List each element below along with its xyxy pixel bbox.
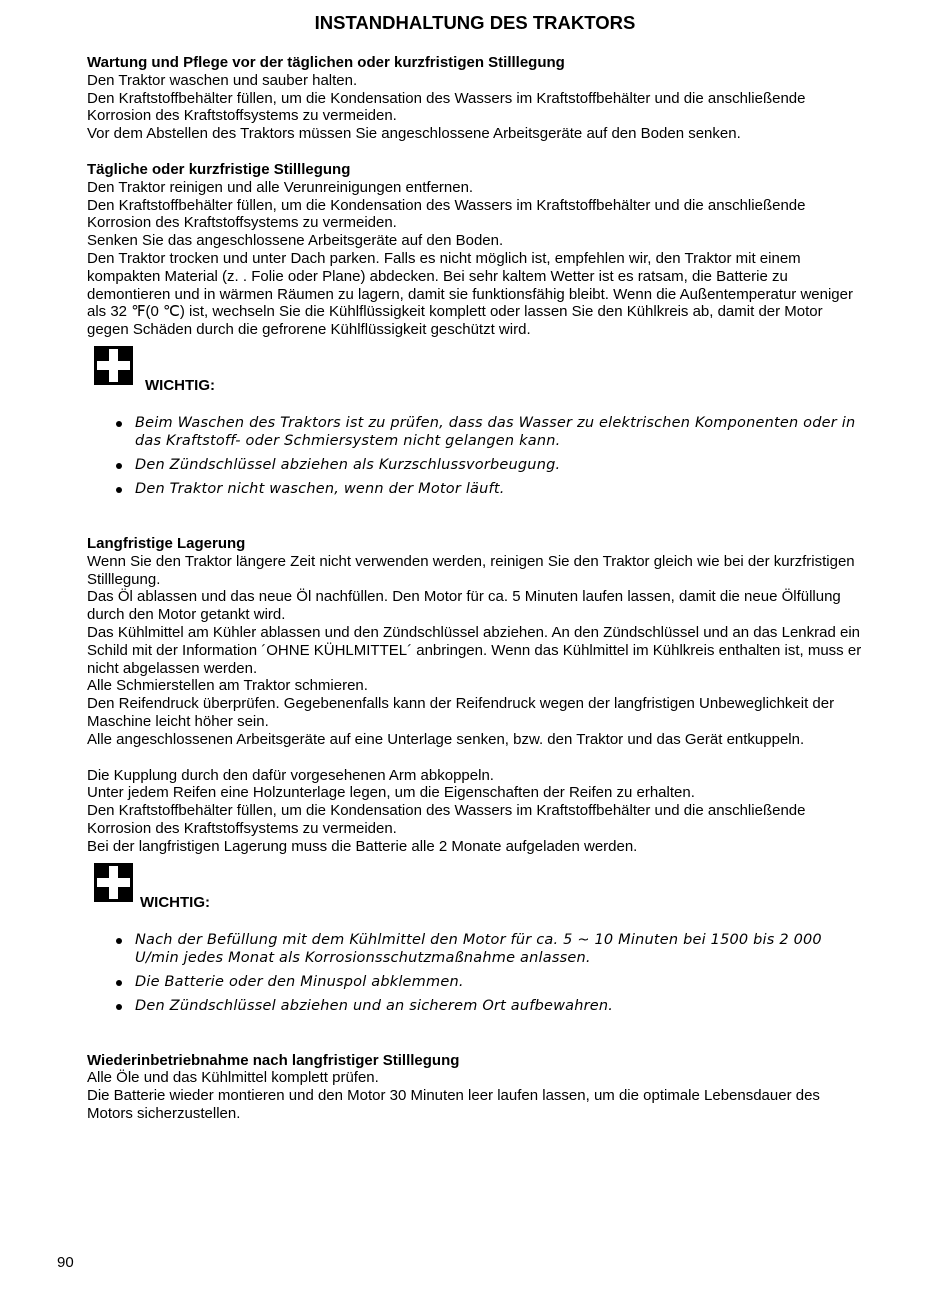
list-item bbox=[87, 997, 867, 1015]
list-item-text: Den Zündschlüssel abziehen und an sicherem Ort aufbewahren. bbox=[135, 997, 614, 1014]
spacer bbox=[87, 504, 867, 535]
paragraph: Den Kraftstoffbehälter füllen, um die Kondensation des Wassers im Kraftstoffbehälter und die anschließende Korrosion des Kraftstoffsystems zu vermeiden. bbox=[87, 802, 806, 837]
paragraph: Unter jedem Reifen eine Holzunterlage legen, um die Eigenschaften der Reifen zu erhalten. bbox=[87, 784, 695, 802]
list-item bbox=[87, 480, 867, 498]
section-recommissioning bbox=[87, 1052, 867, 1123]
list-item bbox=[87, 456, 867, 474]
page-content bbox=[87, 54, 867, 1123]
paragraph: Das Kühlmittel am Kühler ablassen und den Zündschlüssel abziehen. An den Zündschlüssel und an das Lenkrad ein Schild mit der Information ´OHNE KÜHLMITTEL´ anbringen. Wenn das Kühlmittel im Kühlkreis enthalten ist, muss er nicht abgelassen werden. bbox=[87, 623, 862, 677]
section-heading: Tägliche oder kurzfristige Stilllegung bbox=[87, 160, 351, 178]
paragraph: Den Kraftstoffbehälter füllen, um die Kondensation des Wassers im Kraftstoffbehälter und die anschließende Korrosion des Kraftstoffsystems zu vermeiden. bbox=[87, 89, 806, 125]
page-title: INSTANDHALTUNG DES TRAKTORS bbox=[314, 12, 636, 33]
warning-label: WICHTIG: bbox=[140, 893, 210, 911]
paragraph: Den Kraftstoffbehälter füllen, um die Kondensation des Wassers im Kraftstoffbehälter und die anschließende Korrosion des Kraftstoffsystems zu vermeiden. bbox=[87, 196, 806, 232]
paragraph: Die Batterie wieder montieren und den Motor 30 Minuten leer laufen lassen, um die optimale Lebensdauer des Motors sicherzustellen. bbox=[87, 1087, 820, 1122]
warning-list bbox=[87, 414, 867, 498]
paragraph: Wenn Sie den Traktor längere Zeit nicht verwenden werden, reinigen Sie den Traktor gleich wie bei der kurzfristigen Stilllegung. bbox=[87, 552, 855, 588]
bullet-dot bbox=[116, 938, 122, 944]
spacer bbox=[87, 749, 867, 767]
list-item-text: Nach der Befüllung mit dem Kühlmittel den Motor für ca. 5 ~ 10 Minuten bei 1500 bis 2 000 U/min jedes Monat als Korrosionsschutzmaßnahme anlassen. bbox=[135, 931, 822, 966]
paragraph: Den Traktor trocken und unter Dach parken. Falls es nicht möglich ist, empfehlen wir, den Traktor mit einem kompakten Material (z. . Folie oder Plane) abdecken. Bei sehr kaltem Wetter ist es ratsam, die Batterie zu demontieren und in wärmen Räumen zu lagern, damit sie funktionsfähig bleibt. Wenn die Außentemperatur weniger als 32 ℉(0 ℃) ist, wechseln Sie die Kühlflüssigkeit komplett oder lassen Sie den Kühlkreis ab, damit der Motor gegen Schäden durch die gefrorene Kühlflüssigkeit geschützt wird. bbox=[87, 249, 853, 339]
list-item-text: Den Zündschlüssel abziehen als Kurzschlussvorbeugung. bbox=[135, 456, 561, 473]
paragraph: Vor dem Abstellen des Traktors müssen Sie angeschlossene Arbeitsgeräte auf den Boden senken. bbox=[87, 125, 741, 143]
bullet-dot bbox=[116, 1004, 122, 1010]
page-number: 90 bbox=[57, 1254, 74, 1271]
bullet-dot bbox=[116, 421, 122, 427]
paragraph: Senken Sie das angeschlossene Arbeitsgeräte auf den Boden. bbox=[87, 232, 504, 250]
list-item bbox=[87, 973, 867, 991]
square-cross-warning-icon bbox=[94, 863, 133, 902]
warning-list bbox=[87, 931, 867, 1015]
bullet-dot bbox=[116, 980, 122, 986]
warning-block bbox=[87, 863, 867, 917]
warning-label: WICHTIG: bbox=[145, 376, 215, 394]
paragraph: Den Traktor reinigen und alle Verunreinigungen entfernen. bbox=[87, 178, 474, 196]
bullet-dot bbox=[116, 487, 122, 493]
section-heading: Wiederinbetriebnahme nach langfristiger Stilllegung bbox=[87, 1051, 460, 1069]
paragraph: Bei der langfristigen Lagerung muss die Batterie alle 2 Monate aufgeladen werden. bbox=[87, 837, 638, 855]
section-long-term bbox=[87, 535, 867, 856]
paragraph: Den Traktor waschen und sauber halten. bbox=[87, 71, 358, 89]
list-item bbox=[87, 414, 867, 450]
section-heading: Langfristige Lagerung bbox=[87, 534, 246, 552]
paragraph: Das Öl ablassen und das neue Öl nachfüllen. Den Motor für ca. 5 Minuten laufen lassen, damit die neue Ölfüllung durch den Motor getankt wird. bbox=[87, 588, 841, 624]
spacer bbox=[87, 1021, 867, 1052]
list-item-text: Den Traktor nicht waschen, wenn der Motor läuft. bbox=[135, 480, 505, 497]
spacer bbox=[87, 143, 867, 161]
paragraph: Den Reifendruck überprüfen. Gegebenenfalls kann der Reifendruck wegen der langfristigen Unbeweglichkeit der Maschine leicht höher sein. bbox=[87, 695, 835, 730]
square-cross-warning-icon bbox=[94, 346, 133, 385]
warning-block bbox=[87, 346, 867, 400]
paragraph: Alle Öle und das Kühlmittel komplett prüfen. bbox=[87, 1069, 379, 1087]
paragraph: Alle angeschlossenen Arbeitsgeräte auf eine Unterlage senken, bzw. den Traktor und das Gerät entkuppeln. bbox=[87, 730, 805, 748]
list-item bbox=[87, 931, 867, 967]
paragraph: Die Kupplung durch den dafür vorgesehenen Arm abkoppeln. bbox=[87, 766, 494, 784]
bullet-dot bbox=[116, 463, 122, 469]
section-daily-care bbox=[87, 54, 867, 143]
section-heading: Wartung und Pflege vor der täglichen oder kurzfristigen Stilllegung bbox=[87, 54, 565, 71]
list-item-text: Beim Waschen des Traktors ist zu prüfen, dass das Wasser zu elektrischen Komponenten oder in das Kraftstoff- oder Schmiersystem nicht gelangen kann. bbox=[135, 414, 856, 449]
list-item-text: Die Batterie oder den Minuspol abklemmen. bbox=[135, 973, 464, 990]
paragraph: Alle Schmierstellen am Traktor schmieren. bbox=[87, 677, 368, 695]
section-short-term bbox=[87, 161, 867, 339]
